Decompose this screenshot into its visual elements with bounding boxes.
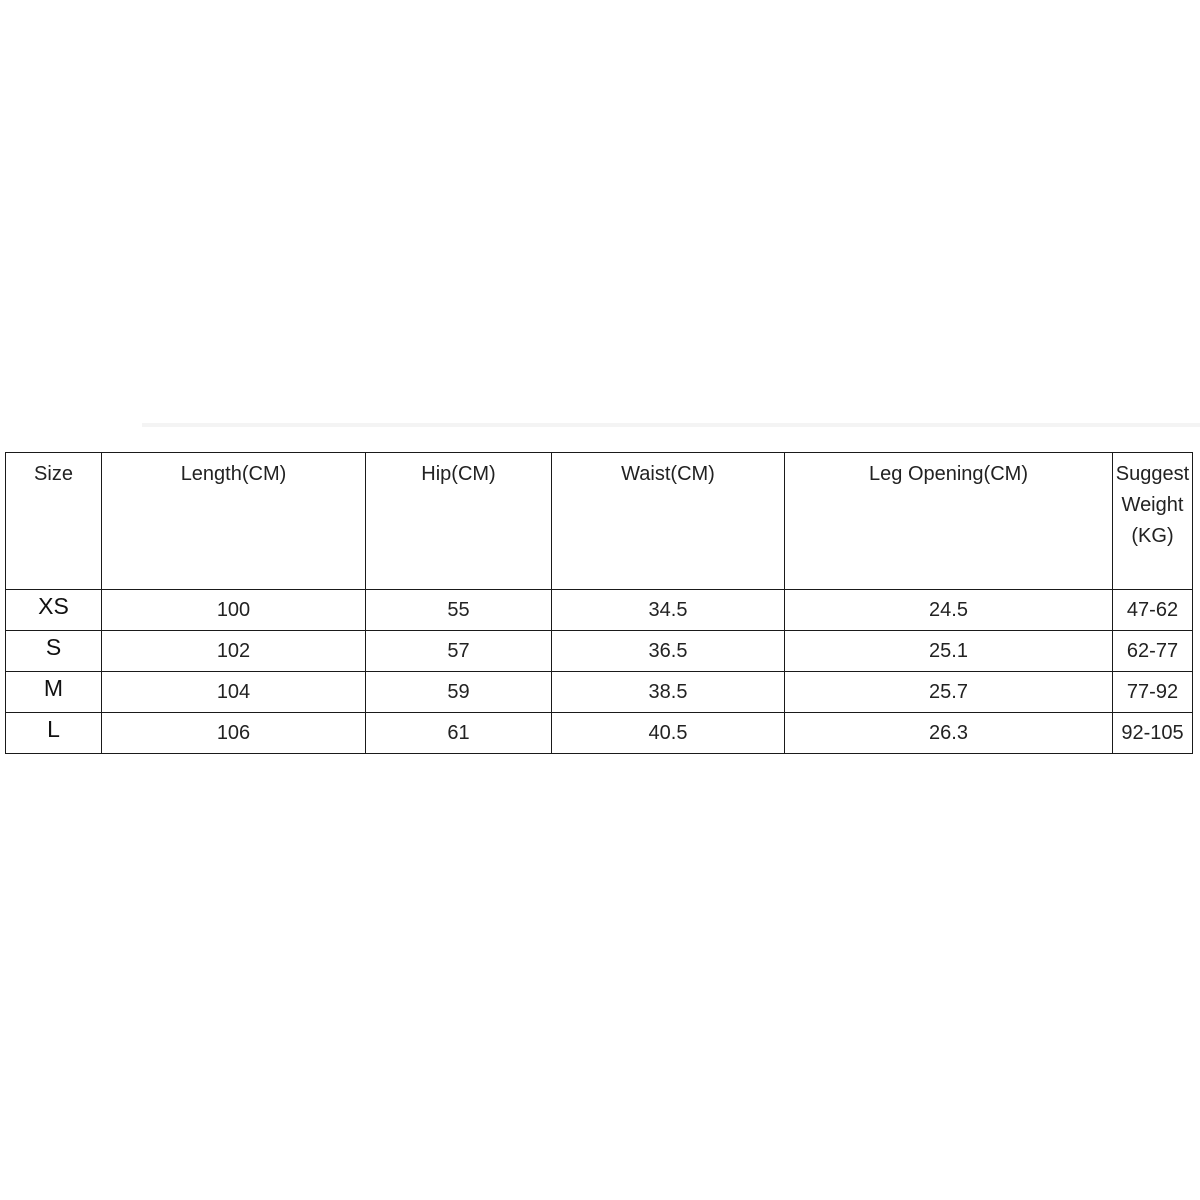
- hip-cell: 61: [366, 713, 552, 754]
- header-suggest-weight: Suggest Weight (KG): [1113, 453, 1193, 590]
- size-cell: L: [6, 713, 102, 754]
- leg-opening-cell: 25.7: [785, 672, 1113, 713]
- table-row: [6, 631, 1193, 672]
- size-cell: S: [6, 631, 102, 672]
- weight-cell: 92-105: [1113, 713, 1193, 754]
- size-cell: M: [6, 672, 102, 713]
- header-length: Length(CM): [102, 453, 366, 590]
- leg-opening-cell: 24.5: [785, 590, 1113, 631]
- leg-opening-cell: 26.3: [785, 713, 1113, 754]
- waist-cell: 40.5: [552, 713, 785, 754]
- header-waist: Waist(CM): [552, 453, 785, 590]
- length-cell: 104: [102, 672, 366, 713]
- header-hip: Hip(CM): [366, 453, 552, 590]
- leg-opening-cell: 25.1: [785, 631, 1113, 672]
- weight-cell: 62-77: [1113, 631, 1193, 672]
- waist-cell: 36.5: [552, 631, 785, 672]
- hip-cell: 59: [366, 672, 552, 713]
- size-chart-table: [5, 452, 1193, 754]
- header-leg-opening: Leg Opening(CM): [785, 453, 1113, 590]
- table-row: [6, 713, 1193, 754]
- hip-cell: 57: [366, 631, 552, 672]
- waist-cell: 34.5: [552, 590, 785, 631]
- size-cell: XS: [6, 590, 102, 631]
- header-size: Size: [6, 453, 102, 590]
- waist-cell: 38.5: [552, 672, 785, 713]
- length-cell: 100: [102, 590, 366, 631]
- length-cell: 102: [102, 631, 366, 672]
- table-row: [6, 590, 1193, 631]
- weight-cell: 77-92: [1113, 672, 1193, 713]
- length-cell: 106: [102, 713, 366, 754]
- header-row: [6, 453, 1193, 590]
- hip-cell: 55: [366, 590, 552, 631]
- weight-cell: 47-62: [1113, 590, 1193, 631]
- divider: [142, 423, 1200, 427]
- table-row: [6, 672, 1193, 713]
